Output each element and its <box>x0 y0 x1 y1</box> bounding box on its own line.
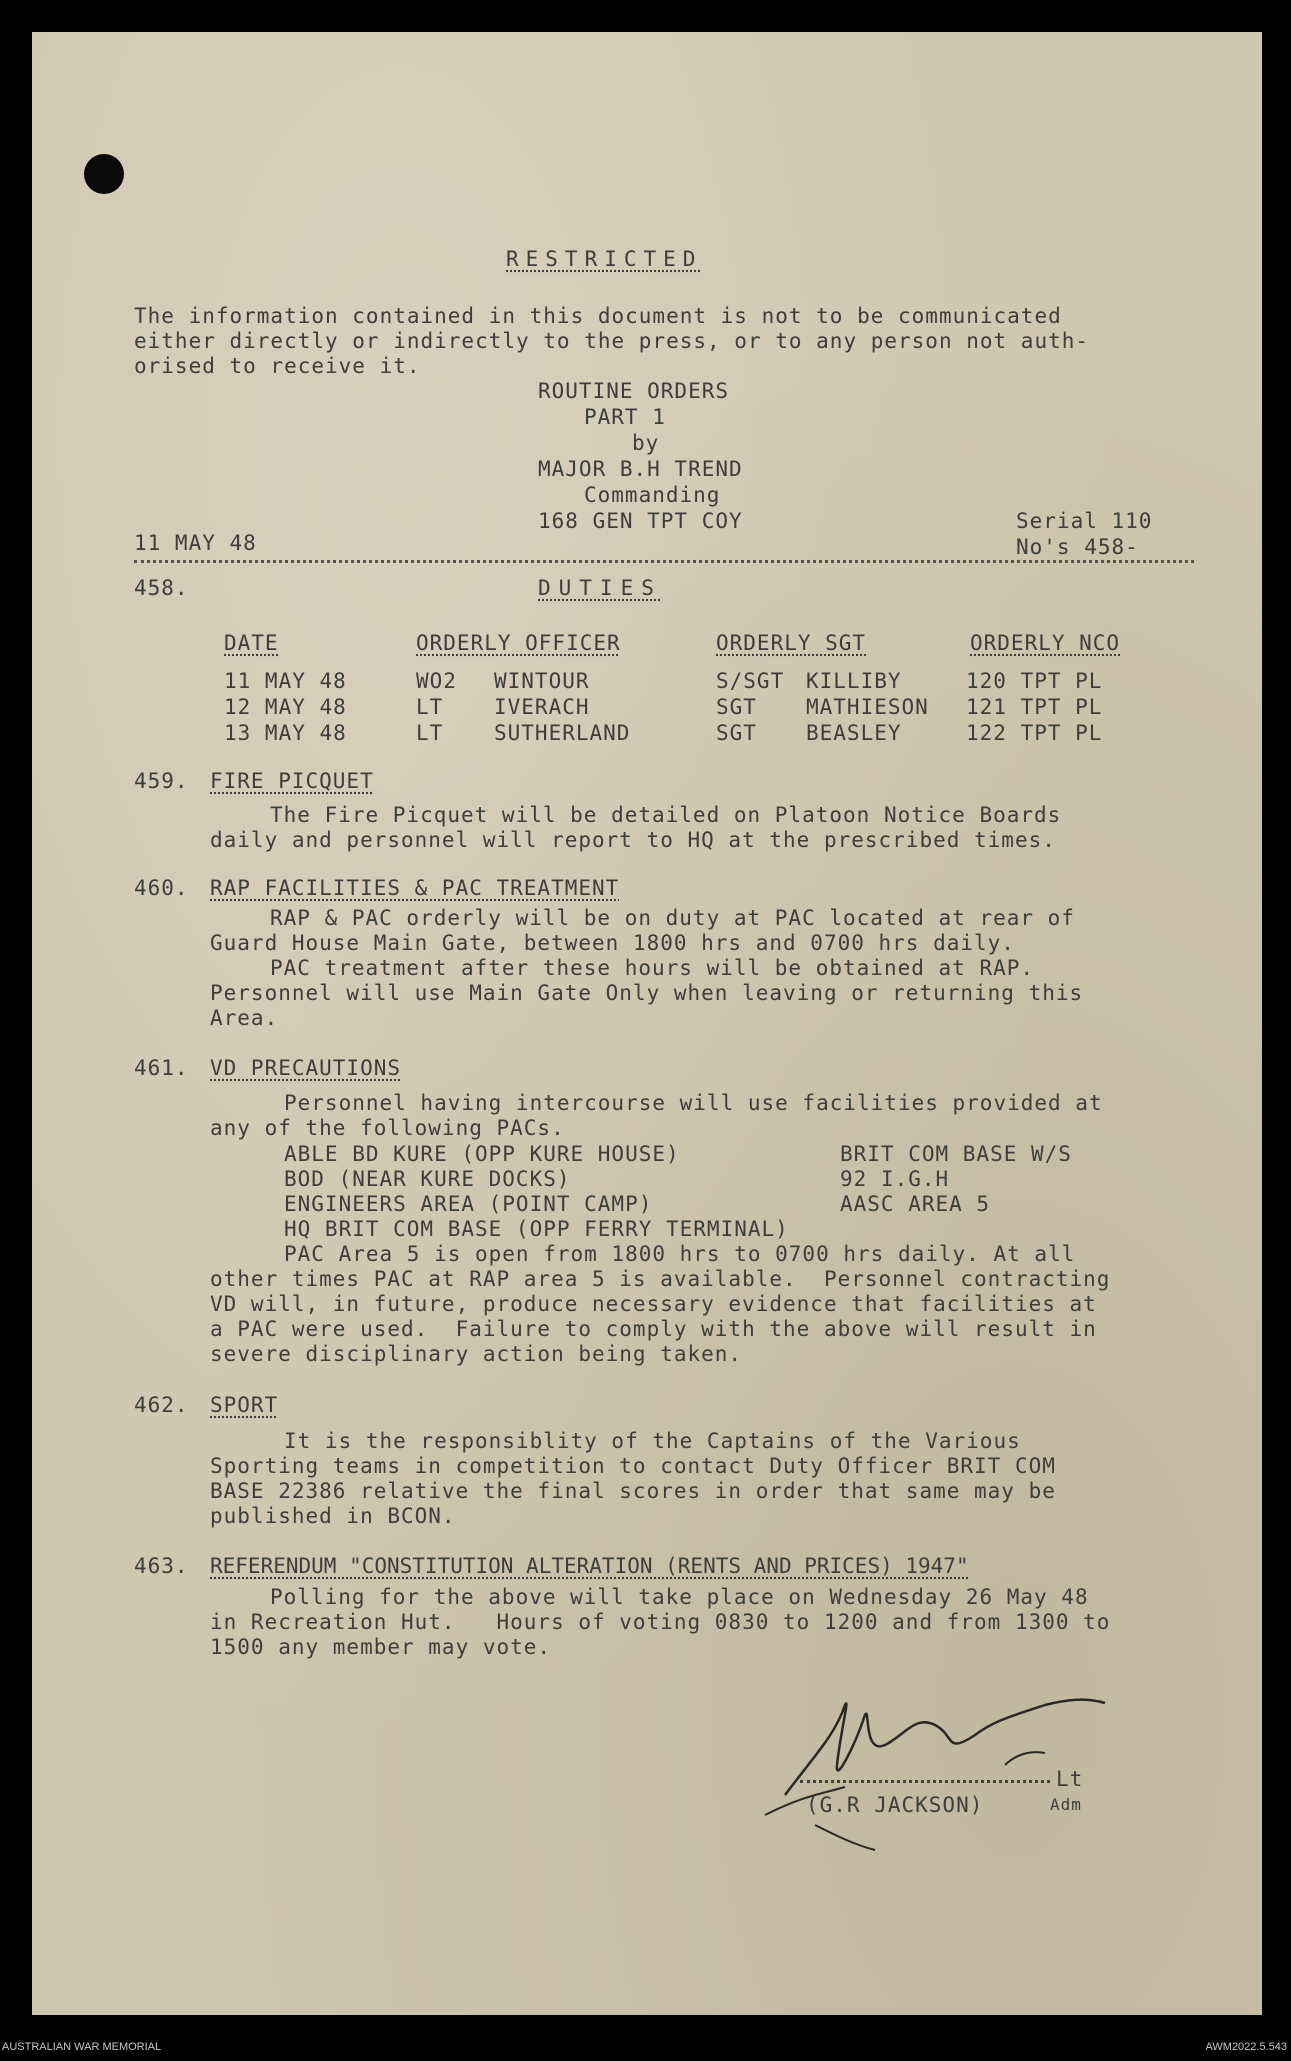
warning-line-1: The information contained in this document is not to be communicated <box>134 304 1062 328</box>
duty-officer: IVERACH <box>494 695 590 719</box>
section-462-line: published in BCON. <box>210 1504 456 1528</box>
pac-location: AASC AREA 5 <box>840 1192 991 1216</box>
signatory-rank: Lt <box>1056 1767 1084 1791</box>
section-459-number: 459. <box>134 769 189 793</box>
section-461-intro: Personnel having intercourse will use facilities provided at <box>284 1091 1103 1115</box>
pac-location: BOD (NEAR KURE DOCKS) <box>284 1167 571 1191</box>
section-460-line: RAP & PAC orderly will be on duty at PAC located at rear of <box>270 906 1075 930</box>
section-461-line: PAC Area 5 is open from 1800 hrs to 0700 hrs daily. At all <box>284 1242 1076 1266</box>
section-462-heading: SPORT <box>210 1393 279 1417</box>
pac-location: HQ BRIT COM BASE (OPP FERRY TERMINAL) <box>284 1217 789 1241</box>
duty-officer-rank: WO2 <box>416 669 457 693</box>
section-462-number: 462. <box>134 1393 189 1417</box>
pac-location: 92 I.G.H <box>840 1167 950 1191</box>
punch-hole <box>84 154 124 194</box>
section-460-heading: RAP FACILITIES & PAC TREATMENT <box>210 876 620 900</box>
warning-line-3: orised to receive it. <box>134 354 421 378</box>
duty-sgt-rank: SGT <box>716 695 757 719</box>
section-461-number: 461. <box>134 1056 189 1080</box>
duty-nco: 122 TPT PL <box>966 721 1103 745</box>
separator-line <box>134 560 1194 563</box>
section-461-line: severe disciplinary action being taken. <box>210 1342 743 1366</box>
section-459-heading: FIRE PICQUET <box>210 769 374 793</box>
section-463-line: 1500 any member may vote. <box>210 1635 552 1659</box>
signatory-role: Adm <box>1050 1795 1082 1814</box>
duty-date: 11 MAY 48 <box>224 669 347 693</box>
section-463-line: in Recreation Hut. Hours of voting 0830 to 1200 and from 1300 to <box>210 1610 1111 1634</box>
footer-archive-name: AUSTRALIAN WAR MEMORIAL <box>2 2041 162 2053</box>
section-460-line: PAC treatment after these hours will be obtained at RAP. <box>270 956 1035 980</box>
section-461-heading: VD PRECAUTIONS <box>210 1056 402 1080</box>
duty-nco: 120 TPT PL <box>966 669 1103 693</box>
title-line-3: by <box>632 431 660 455</box>
order-numbers: No's 458- <box>1016 535 1139 559</box>
serial-number: Serial 110 <box>1016 509 1153 533</box>
duty-sgt-rank: SGT <box>716 721 757 745</box>
duty-officer-rank: LT <box>416 695 444 719</box>
title-line-4: MAJOR B.H TREND <box>538 457 743 481</box>
duty-date: 13 MAY 48 <box>224 721 347 745</box>
section-459-line: The Fire Picquet will be detailed on Platoon Notice Boards <box>270 803 1062 827</box>
signatory-name: (G.R JACKSON) <box>806 1793 984 1817</box>
pac-location: ABLE BD KURE (OPP KURE HOUSE) <box>284 1142 680 1166</box>
section-462-line: BASE 22386 relative the final scores in order that same may be <box>210 1479 1056 1503</box>
duty-nco: 121 TPT PL <box>966 695 1103 719</box>
duty-sgt: KILLIBY <box>806 669 902 693</box>
section-461-line: other times PAC at RAP area 5 is available. Personnel contracting <box>210 1267 1111 1291</box>
duty-officer: SUTHERLAND <box>494 721 631 745</box>
duty-officer-rank: LT <box>416 721 444 745</box>
title-line-6: 168 GEN TPT COY <box>538 509 743 533</box>
pac-location: ENGINEERS AREA (POINT CAMP) <box>284 1192 653 1216</box>
section-462-line: Sporting teams in competition to contact Duty Officer BRIT COM <box>210 1454 1056 1478</box>
duties-col-officer: ORDERLY OFFICER <box>416 631 621 655</box>
section-461-intro: any of the following PACs. <box>210 1116 565 1140</box>
duties-col-date: DATE <box>224 631 279 655</box>
classification-heading: RESTRICTED <box>506 247 703 271</box>
section-458-heading: DUTIES <box>538 576 662 600</box>
section-463-number: 463. <box>134 1554 189 1578</box>
section-459-line: daily and personnel will report to HQ at the prescribed times. <box>210 828 1056 852</box>
section-463-line: Polling for the above will take place on Wednesday 26 May 48 <box>270 1585 1089 1609</box>
title-line-1: ROUTINE ORDERS <box>538 379 730 403</box>
section-458-number: 458. <box>134 576 189 600</box>
section-460-line: Area. <box>210 1006 279 1030</box>
duty-date: 12 MAY 48 <box>224 695 347 719</box>
section-463-heading: REFERENDUM "CONSTITUTION ALTERATION (RENTS AND PRICES) 1947" <box>210 1554 969 1578</box>
duties-col-sgt: ORDERLY SGT <box>716 631 867 655</box>
title-line-5: Commanding <box>584 483 721 507</box>
section-460-line: Guard House Main Gate, between 1800 hrs and 0700 hrs daily. <box>210 931 1015 955</box>
section-461-line: a PAC were used. Failure to comply with the above will result in <box>210 1317 1097 1341</box>
section-460-line: Personnel will use Main Gate Only when leaving or returning this <box>210 981 1084 1005</box>
duty-sgt: BEASLEY <box>806 721 902 745</box>
warning-line-2: either directly or indirectly to the press, or to any person not auth- <box>134 329 1090 353</box>
order-date: 11 MAY 48 <box>134 531 257 555</box>
handwritten-signature <box>745 1675 1125 1855</box>
title-line-2: PART 1 <box>584 405 666 429</box>
section-462-line: It is the responsiblity of the Captains of the Various <box>284 1429 1021 1453</box>
pac-location: BRIT COM BASE W/S <box>840 1142 1072 1166</box>
section-461-line: VD will, in future, produce necessary evidence that facilities at <box>210 1292 1097 1316</box>
footer-accession-number: AWM2022.5.543 <box>1205 2041 1287 2053</box>
duty-sgt-rank: S/SGT <box>716 669 785 693</box>
duties-col-nco: ORDERLY NCO <box>970 631 1121 655</box>
duty-sgt: MATHIESON <box>806 695 929 719</box>
section-460-number: 460. <box>134 876 189 900</box>
signature-line <box>800 1780 1050 1783</box>
duty-officer: WINTOUR <box>494 669 590 693</box>
